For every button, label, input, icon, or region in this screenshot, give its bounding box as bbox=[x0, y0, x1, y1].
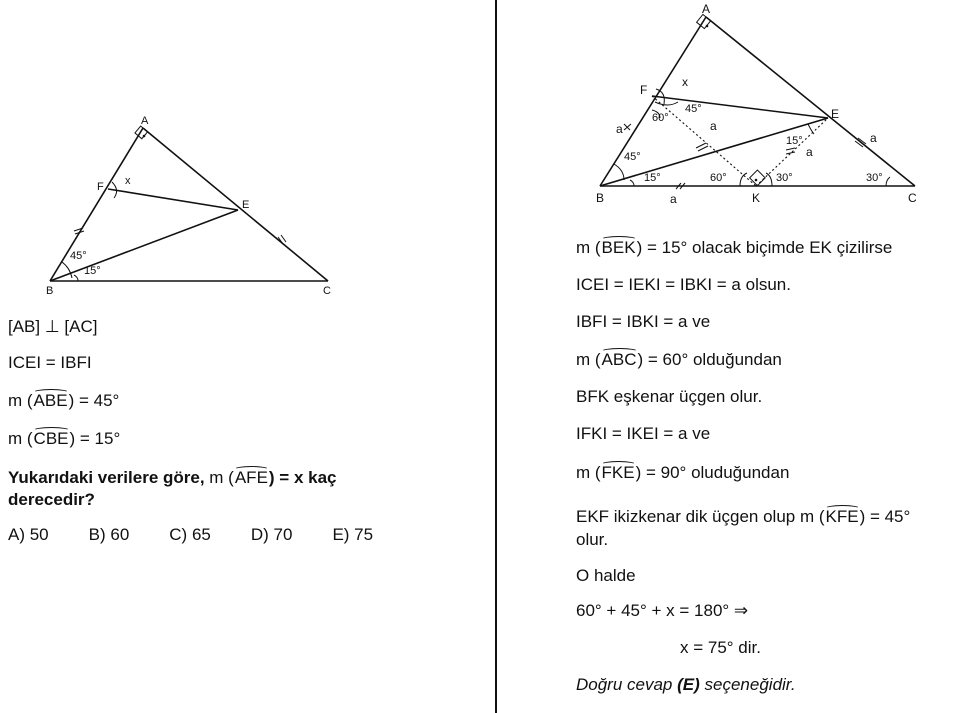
fig-angle-cbe: 15° bbox=[84, 265, 101, 277]
fig-angle-abe: 45° bbox=[70, 250, 87, 262]
sol-label-c: C bbox=[908, 191, 917, 205]
fig-label-x: x bbox=[125, 175, 131, 187]
option-d[interactable]: D) 70 bbox=[250, 525, 293, 544]
option-a[interactable]: A) 50 bbox=[8, 525, 49, 544]
fig-label-b: B bbox=[46, 285, 54, 297]
sol-line-8: EKF ikizkenar dik üçgen olup m (KFE) = 45° bbox=[576, 507, 911, 526]
fig-label-e: E bbox=[242, 199, 250, 211]
sol-line-12: x = 75° dir. bbox=[680, 638, 761, 657]
sol-label-a-ke: a bbox=[806, 145, 813, 159]
sol-line-4: m (ABC) = 60° olduğundan bbox=[576, 350, 782, 369]
sol-angle-30-c: 30° bbox=[866, 172, 883, 184]
sol-label-e: E bbox=[831, 107, 840, 121]
sol-line-9: olur. bbox=[576, 530, 609, 549]
sol-line-1: m (BEK) = 15° olacak biçimde EK çizilirse bbox=[576, 238, 893, 257]
sol-line-11: 60° + 45° + x = 180° ⇒ bbox=[576, 601, 749, 620]
sol-line-10: O halde bbox=[576, 566, 636, 585]
sol-line-2: ICEI = IEKI = IBKI = a olsun. bbox=[576, 275, 791, 294]
option-c[interactable]: C) 65 bbox=[169, 525, 211, 544]
fig-label-c: C bbox=[323, 285, 331, 297]
sol-line-7: m (FKE) = 90° oluduğundan bbox=[576, 463, 790, 482]
sol-line-6: IFKI = IKEI = a ve bbox=[576, 424, 711, 443]
sol-line-3: IBFI = IBKI = a ve bbox=[576, 312, 711, 331]
sol-angle-15-e: 15° bbox=[786, 135, 803, 147]
sol-angle-45-f: 45° bbox=[685, 103, 702, 115]
option-e[interactable]: E) 75 bbox=[332, 525, 374, 544]
sol-line-5: BFK eşkenar üçgen olur. bbox=[576, 387, 763, 406]
sol-label-a-fk: a bbox=[710, 119, 717, 133]
sol-label-a-bk: a bbox=[670, 192, 677, 206]
given-angle-cbe: m (CBE) = 15° bbox=[8, 429, 121, 448]
question-prompt-cont: derecedir? bbox=[8, 490, 95, 509]
sol-label-a-bf: a bbox=[616, 122, 623, 136]
sol-angle-45-b: 45° bbox=[624, 151, 641, 163]
given-perpendicular: [AB] ⊥ [AC] bbox=[8, 317, 98, 336]
sol-label-b: B bbox=[596, 191, 605, 205]
question-figure bbox=[40, 112, 340, 298]
sol-label-a-ce: a bbox=[870, 131, 877, 145]
sol-label-a: A bbox=[702, 2, 711, 16]
option-b[interactable]: B) 60 bbox=[88, 525, 130, 544]
sol-answer: Doğru cevap (E) seçeneğidir. bbox=[576, 675, 796, 694]
sol-label-x: x bbox=[682, 75, 688, 89]
sol-label-k: K bbox=[752, 191, 761, 205]
answer-options bbox=[8, 525, 413, 545]
given-equal-segments: ICEI = IBFI bbox=[8, 353, 92, 372]
sol-angle-60-f: 60° bbox=[652, 112, 669, 124]
sol-angle-30-k: 30° bbox=[776, 172, 793, 184]
fig-label-f: F bbox=[97, 181, 104, 193]
sol-label-f: F bbox=[640, 83, 648, 97]
sol-angle-60-k: 60° bbox=[710, 172, 727, 184]
column-divider bbox=[495, 0, 497, 713]
sol-angle-15-b: 15° bbox=[644, 172, 661, 184]
solution-figure bbox=[590, 0, 930, 212]
given-angle-abe: m (ABE) = 45° bbox=[8, 391, 120, 410]
fig-label-a: A bbox=[141, 115, 149, 127]
question-prompt: Yukarıdaki verilere göre, m (AFE) = x kaç bbox=[8, 468, 337, 487]
